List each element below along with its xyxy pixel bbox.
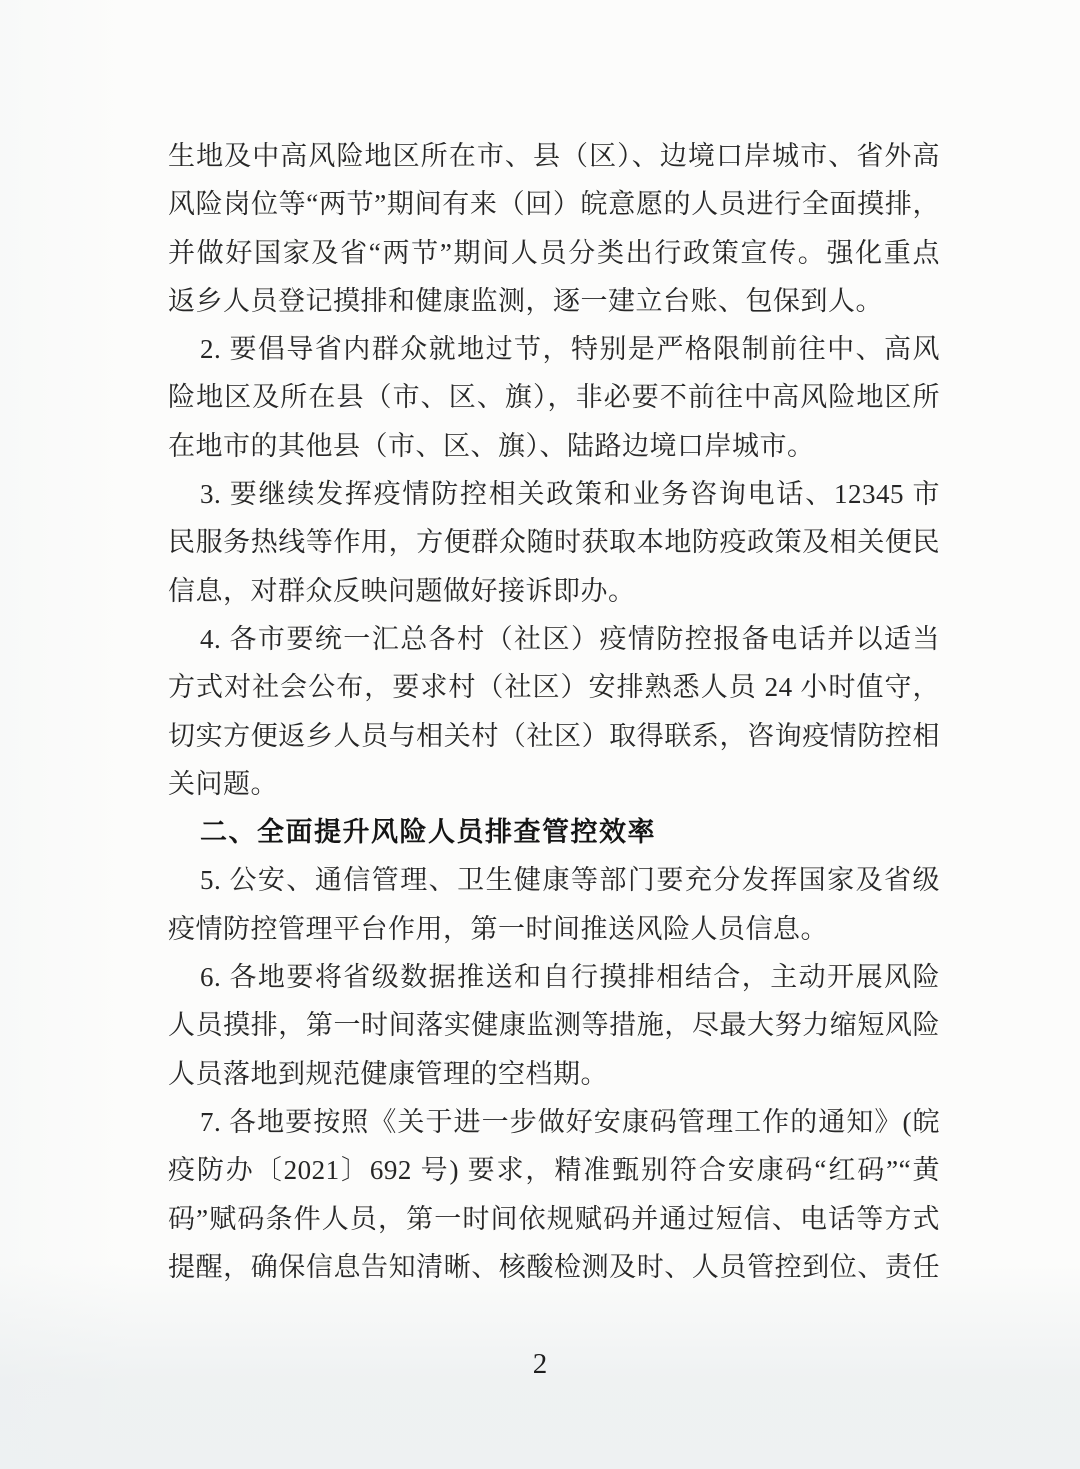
document-line: 关问题。: [168, 768, 278, 799]
document-line: 返乡人员登记摸排和健康监测，逐一建立台账、包保到人。: [168, 285, 883, 316]
document-line: 风险岗位等“两节”期间有来（回）皖意愿的人员进行全面摸排，: [168, 189, 940, 220]
document-line: 切实方便返乡人员与相关村（社区）取得联系，咨询疫情防控相: [168, 720, 940, 751]
document-line: 方式对社会公布，要求村（社区）安排熟悉人员 24 小时值守，: [168, 672, 940, 703]
document-line: 7. 各地要按照《关于进一步做好安康码管理工作的通知》(皖: [200, 1106, 940, 1137]
document-line: 生地及中高风险地区所在市、县（区）、边境口岸城市、省外高: [168, 141, 940, 171]
document-line: 6. 各地要将省级数据推送和自行摸排相结合，主动开展风险: [200, 962, 940, 993]
document-line: 提醒，确保信息告知清晰、核酸检测及时、人员管控到位、责任: [168, 1251, 940, 1282]
document-line: 码”赋码条件人员，第一时间依规赋码并通过短信、电话等方式: [168, 1203, 940, 1234]
document-line: 3. 要继续发挥疫情防控相关政策和业务咨询电话、12345 市: [200, 479, 940, 510]
document-line: 2. 要倡导省内群众就地过节，特别是严格限制前往中、高风: [200, 334, 940, 365]
document-line: 人员落地到规范健康管理的空档期。: [168, 1058, 608, 1089]
document-line: 民服务热线等作用，方便群众随时获取本地防疫政策及相关便民: [168, 527, 940, 558]
page-number: 2: [532, 1348, 548, 1380]
document-line: 疫防办〔2021〕692 号) 要求，精准甄别符合安康码“红码”“黄: [168, 1155, 940, 1186]
document-line: 信息，对群众反映问题做好接诉即办。: [168, 575, 636, 606]
document-line: 4. 各市要统一汇总各村（社区）疫情防控报备电话并以适当: [200, 623, 940, 654]
document-body-text: [168, 132, 940, 1291]
document-line: 在地市的其他县（市、区、旗）、陆路边境口岸城市。: [168, 430, 815, 461]
document-line: 5. 公安、通信管理、卫生健康等部门要充分发挥国家及省级: [200, 865, 940, 896]
section-heading: 二、全面提升风险人员排查管控效率: [200, 817, 656, 848]
document-line: 并做好国家及省“两节”期间人员分类出行政策宣传。强化重点: [168, 237, 940, 268]
document-line: 人员摸排，第一时间落实健康监测等措施，尽最大努力缩短风险: [168, 1010, 940, 1041]
document-line: 险地区及所在县（市、区、旗），非必要不前往中高风险地区所: [168, 382, 940, 413]
document-line: 疫情防控管理平台作用，第一时间推送风险人员信息。: [168, 913, 828, 944]
